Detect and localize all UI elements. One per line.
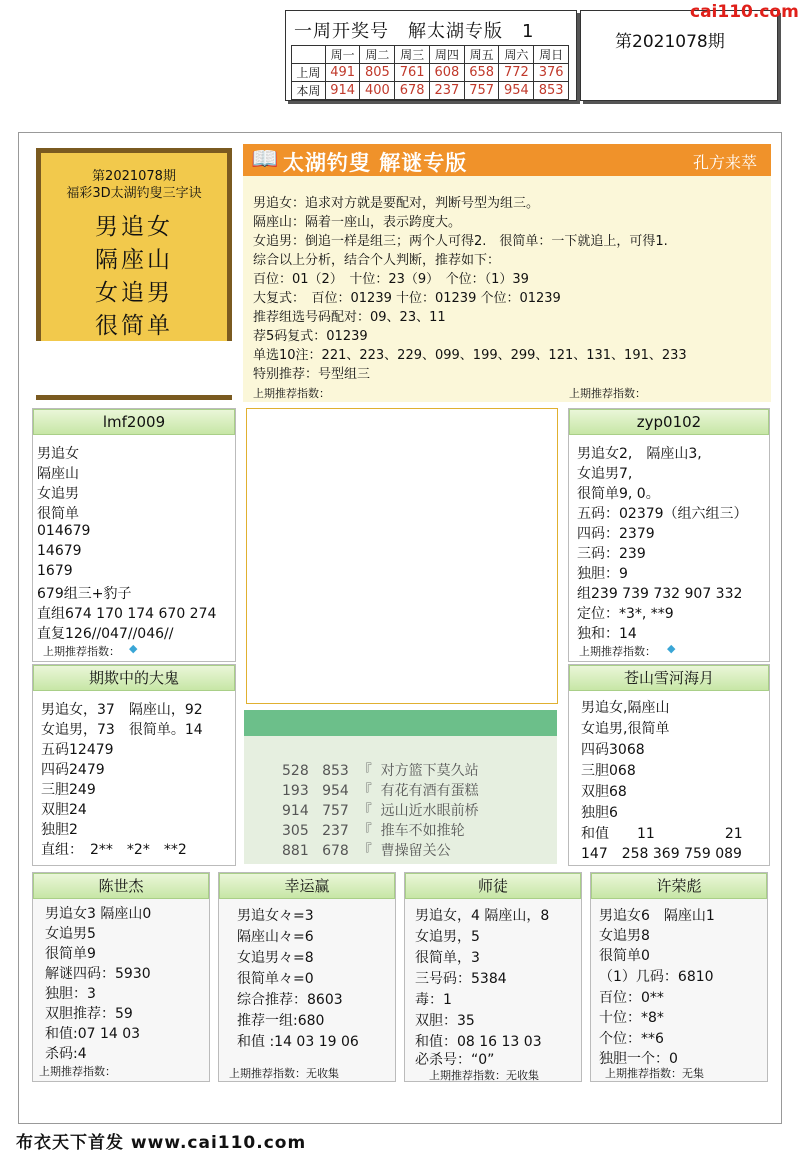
card-title: 幸运赢 — [219, 873, 395, 899]
card-qiqi — [32, 664, 236, 866]
main-text-panel — [243, 176, 771, 402]
card-line: 双胆68 — [581, 784, 627, 800]
card-line: 四码：2379 — [577, 526, 655, 542]
card-line: 女追男,很简单 — [581, 721, 670, 737]
green-bar — [244, 710, 557, 736]
card-line: （1）几码：6810 — [599, 969, 714, 985]
diamond-icon: ◆ — [667, 642, 676, 655]
draw-number: 237 — [429, 82, 464, 100]
recommend-index-label: 上期推荐指数： — [43, 645, 120, 658]
card-shitu — [404, 872, 582, 1082]
card-line: 个位：**6 — [599, 1031, 664, 1047]
main-text-line: 百位：01（2） 十位：23（9） 个位：（1）39 — [253, 272, 529, 287]
card-line: 毒：1 — [415, 992, 452, 1008]
card-line: 1679 — [37, 563, 73, 579]
main-text-line: 综合以上分析，结合个人判断，推荐如下： — [253, 253, 501, 268]
card-line: 014679 — [37, 523, 91, 539]
card-title: 期欺中的大鬼 — [33, 665, 235, 691]
poem-row: 305 237 『 推车不如推轮 — [282, 823, 465, 839]
card-line: 三胆249 — [41, 782, 96, 798]
day-header: 周一 — [325, 46, 360, 64]
card-line: 独胆：9 — [577, 566, 628, 582]
day-header: 周六 — [499, 46, 534, 64]
main-text-line: 男追女：追求对方就是要配对，判断号型为组三。 — [253, 196, 540, 211]
main-banner — [243, 144, 771, 176]
card-line: 直组674 170 174 670 274 — [37, 606, 217, 622]
card-title: zyp0102 — [569, 409, 769, 435]
row-label: 上周 — [292, 64, 326, 82]
poem-num: 678 — [322, 843, 349, 859]
card-line: 男追女 — [37, 446, 79, 462]
card-line: 组239 739 732 907 332 — [577, 586, 743, 602]
draw-number: 805 — [360, 64, 395, 82]
diamond-icon: ◆ — [129, 642, 138, 655]
main-text-line: 推荐组选号码配对：09、23、11 — [253, 310, 446, 325]
card-line: 男追女6 隔座山1 — [599, 908, 715, 924]
card-line: 独胆2 — [41, 822, 78, 838]
card-line: 推荐一组:680 — [237, 1013, 325, 1029]
card-line: 双胆推荐：59 — [45, 1006, 133, 1022]
card-chenshijie — [32, 872, 210, 1082]
poem-text: 曹操留关公 — [380, 843, 451, 859]
yellow-card-line: 隔座山 — [95, 247, 173, 273]
card-line: 独胆6 — [581, 805, 618, 821]
day-header: 周二 — [360, 46, 395, 64]
draw-number: 761 — [395, 64, 430, 82]
blank-panel — [246, 408, 558, 704]
card-line: 女追男 — [37, 486, 79, 502]
yellow-card-issue: 第2021078期 — [92, 169, 176, 184]
card-line: 147 258 369 759 089 — [581, 846, 742, 862]
corner-cell — [292, 46, 326, 64]
recommend-index-label: 上期推荐指数：无集 — [605, 1067, 704, 1080]
card-zyp0102 — [568, 408, 770, 662]
row-label: 本周 — [292, 82, 326, 100]
poem-num: 528 — [282, 763, 309, 779]
card-line: 三胆068 — [581, 763, 636, 779]
card-line: 很简单9 — [45, 946, 96, 962]
day-header: 周四 — [429, 46, 464, 64]
day-header: 周三 — [395, 46, 430, 64]
card-line: 解谜四码：5930 — [45, 966, 151, 982]
poem-panel — [244, 736, 557, 864]
card-lmf2009 — [32, 408, 236, 662]
issue-box — [580, 10, 778, 101]
draw-number: 376 — [534, 64, 569, 82]
banner-author: 孔方来萃 — [692, 153, 757, 172]
poem-num: 954 — [322, 783, 349, 799]
main-text-line: 大复式： 百位：01239 十位：01239 个位：01239 — [253, 291, 561, 306]
draw-table — [291, 45, 569, 100]
card-line: 很简单 — [37, 506, 79, 522]
recommend-index-label: 上期推荐指数： — [253, 387, 330, 400]
white-patch — [36, 341, 232, 395]
card-cangshan — [568, 664, 770, 866]
yellow-card-line: 女追男 — [95, 280, 173, 306]
card-line: 必杀号：“0” — [415, 1052, 495, 1068]
draw-number: 400 — [360, 82, 395, 100]
day-header: 周日 — [534, 46, 569, 64]
card-line: 独和：14 — [577, 626, 637, 642]
recommend-index-label: 上期推荐指数： — [579, 645, 656, 658]
card-line: 隔座山々=6 — [237, 929, 314, 945]
card-line: 14679 — [37, 543, 82, 559]
card-title: 陈世杰 — [33, 873, 209, 899]
poem-num: 305 — [282, 823, 309, 839]
card-title: lmf2009 — [33, 409, 235, 435]
card-line: 很简单0 — [599, 948, 650, 964]
draw-number: 658 — [464, 64, 499, 82]
card-line: 679组三+豹子 — [37, 586, 132, 602]
card-line: 女追男，73 很简单。14 — [41, 722, 203, 738]
poem-num: 881 — [282, 843, 309, 859]
card-title: 师徒 — [405, 873, 581, 899]
draw-row-this-week — [292, 82, 569, 100]
recommend-index-label: 上期推荐指数： — [39, 1065, 116, 1078]
yellow-card-line: 很简单 — [95, 313, 173, 339]
card-line: 定位：*3*, **9 — [577, 606, 674, 622]
yellow-card-subtitle: 福彩3D太湖钓叟三字诀 — [66, 186, 202, 201]
draw-number: 608 — [429, 64, 464, 82]
yellow-card-line: 男追女 — [95, 214, 173, 240]
draw-row-last-week — [292, 64, 569, 82]
draw-number: 772 — [499, 64, 534, 82]
draw-number: 491 — [325, 64, 360, 82]
card-line: 男追女，37 隔座山，92 — [41, 702, 203, 718]
poem-row: 881 678 『 曹操留关公 — [282, 843, 451, 859]
card-line: 和值 :14 03 19 06 — [237, 1034, 359, 1050]
footer-text: 布衣天下首发 www.cai110.com — [16, 1133, 307, 1153]
card-line: 和值:07 14 03 — [45, 1026, 141, 1042]
card-line: 男追女々=3 — [237, 908, 314, 924]
day-header: 周五 — [464, 46, 499, 64]
card-line: 男追女3 隔座山0 — [45, 906, 152, 922]
card-line: 直复126//047//046// — [37, 626, 174, 642]
poem-num: 193 — [282, 783, 309, 799]
card-line: 和值 11 21 — [581, 826, 743, 842]
draw-number: 678 — [395, 82, 430, 100]
recommend-index-label: 上期推荐指数：无收集 — [429, 1069, 539, 1082]
draw-number: 853 — [534, 82, 569, 100]
poem-num: 853 — [322, 763, 349, 779]
issue-number: 第2021078期 — [615, 32, 725, 52]
poem-text: 对方篮下莫久站 — [380, 763, 479, 779]
card-line: 双胆：35 — [415, 1013, 475, 1029]
card-line: 男追女，4 隔座山，8 — [415, 908, 550, 924]
main-text-line: 隔座山：隔着一座山，表示跨度大。 — [253, 215, 462, 230]
poem-row: 193 954 『 有花有酒有蛋糕 — [282, 783, 479, 799]
card-line: 综合推荐：8603 — [237, 992, 343, 1008]
card-line: 三号码：5384 — [415, 971, 507, 987]
card-line: 百位：0** — [599, 990, 664, 1006]
main-text-line: 女追男：倒追一样是组三；两个人可得2. 很简单：一下就追上，可得1. — [253, 234, 668, 249]
draw-table-head — [292, 46, 569, 64]
main-text-line: 荐5码复式：01239 — [253, 329, 368, 344]
card-line: 双胆24 — [41, 802, 87, 818]
card-line: 五码：02379（组六组三） — [577, 506, 748, 522]
card-line: 很简单，3 — [415, 950, 480, 966]
card-xurongbiao — [590, 872, 768, 1082]
draw-results-box — [285, 10, 577, 101]
draw-number: 954 — [499, 82, 534, 100]
poem-num: 237 — [322, 823, 349, 839]
poem-row: 528 853 『 对方篮下莫久站 — [282, 763, 479, 779]
draw-number: 757 — [464, 82, 499, 100]
card-line: 很简单々=0 — [237, 971, 314, 987]
poem-row: 914 757 『 远山近水眼前桥 — [282, 803, 479, 819]
card-line: 五码12479 — [41, 742, 114, 758]
recommend-index-label: 上期推荐指数：无收集 — [229, 1067, 339, 1080]
card-line: 四码3068 — [581, 742, 645, 758]
site-logo: cai110.com — [690, 2, 799, 22]
card-line: 女追男々=8 — [237, 950, 314, 966]
card-line: 四码2479 — [41, 762, 105, 778]
main-text-line: 单选10注：221、223、229、099、199、299、121、131、191、233 — [253, 348, 687, 363]
card-line: 杀码:4 — [45, 1046, 87, 1062]
card-line: 十位：*8* — [599, 1010, 664, 1026]
card-line: 女追男5 — [45, 926, 96, 942]
card-title: 许荣彪 — [591, 873, 767, 899]
card-line: 直组： 2** *2* **2 — [41, 842, 187, 858]
card-line: 独胆：3 — [45, 986, 96, 1002]
poem-num: 914 — [282, 803, 309, 819]
main-text-line: 特别推荐：号型组三 — [253, 367, 371, 382]
card-line: 男追女,隔座山 — [581, 700, 670, 716]
banner-title: 太湖钓叟 解谜专版 — [283, 151, 468, 175]
card-line: 独胆一个：0 — [599, 1051, 678, 1067]
poem-text: 推车不如推轮 — [380, 823, 465, 839]
poem-text: 远山近水眼前桥 — [380, 803, 479, 819]
card-line: 和值：08 16 13 03 — [415, 1034, 542, 1050]
yellow-title-card — [36, 148, 232, 400]
recommend-index-label: 上期推荐指数： — [569, 387, 646, 400]
card-xingyunying — [218, 872, 396, 1082]
card-line: 女追男，5 — [415, 929, 480, 945]
header-title: 一周开奖号 解太湖专版 1 — [294, 21, 535, 42]
draw-number: 914 — [325, 82, 360, 100]
card-title: 苍山雪河海月 — [569, 665, 769, 691]
card-line: 三码：239 — [577, 546, 646, 562]
poem-num: 757 — [322, 803, 349, 819]
book-icon: 📖 — [251, 147, 279, 172]
card-line: 女追男7, — [577, 466, 633, 482]
card-line: 隔座山 — [37, 466, 79, 482]
card-line: 女追男8 — [599, 928, 650, 944]
card-line: 很简单9, 0。 — [577, 486, 660, 502]
card-line: 男追女2, 隔座山3, — [577, 446, 702, 462]
poem-text: 有花有酒有蛋糕 — [380, 783, 479, 799]
